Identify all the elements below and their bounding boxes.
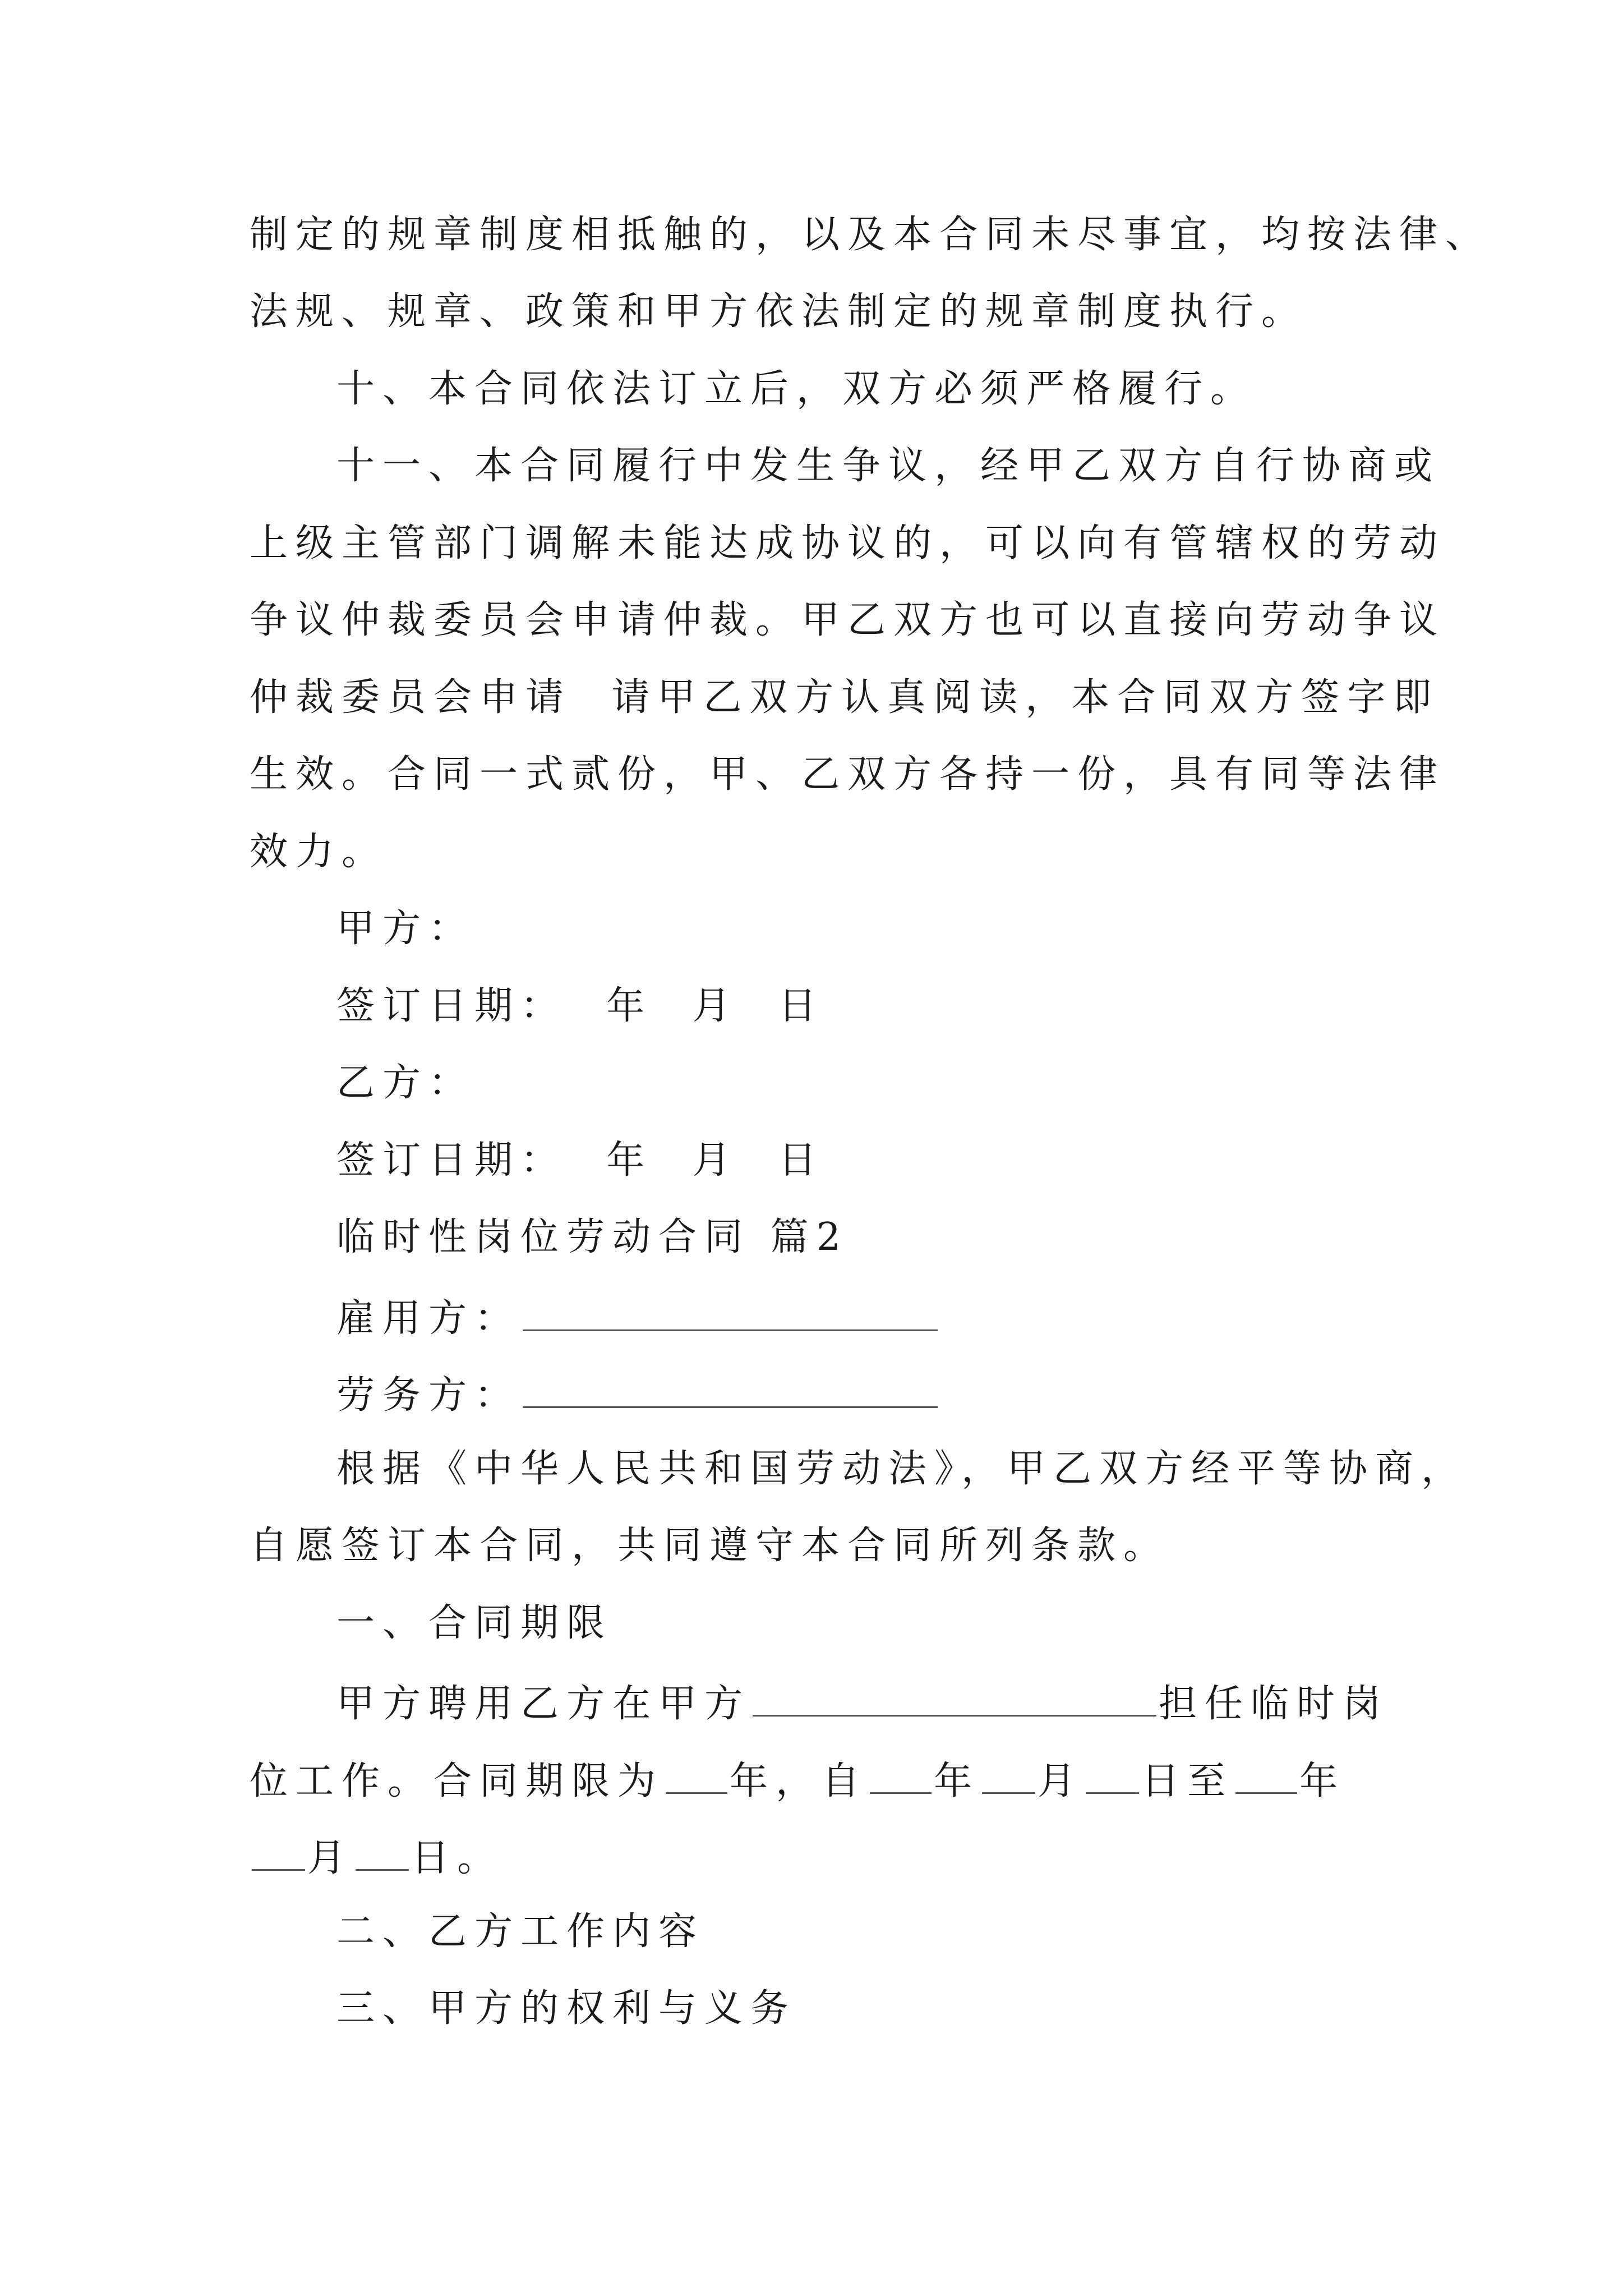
term-text: 甲方聘用乙方在甲方 bbox=[336, 1682, 751, 1726]
party-b-label: 乙方： bbox=[336, 1061, 475, 1105]
term-text: 年 bbox=[1299, 1759, 1346, 1803]
employer-label: 雇用方： bbox=[336, 1296, 521, 1341]
section-heading-duties: 二、乙方工作内容 bbox=[336, 1910, 705, 1954]
term-text: 日至 bbox=[1141, 1759, 1234, 1803]
laborer-line bbox=[336, 1373, 940, 1418]
section-heading: 临时性岗位劳动合同 篇2 bbox=[336, 1215, 849, 1259]
start-year-blank bbox=[870, 1759, 932, 1794]
paragraph-line: 法规、规章、政策和甲方依法制定的规章制度执行。 bbox=[250, 289, 1308, 334]
paragraph-line: 制定的规章制度相抵触的，以及本合同未尽事宜，均按法律、 bbox=[250, 213, 1492, 257]
start-day-blank bbox=[1086, 1759, 1139, 1794]
signing-date-b: 签订日期： 年 月 日 bbox=[336, 1138, 824, 1182]
term-line-1 bbox=[336, 1681, 1389, 1726]
paragraph-line: 自愿签订本合同，共同遵守本合同所列条款。 bbox=[250, 1524, 1170, 1568]
section-heading-rights: 三、甲方的权利与义务 bbox=[336, 1986, 797, 2031]
term-line-3 bbox=[250, 1835, 503, 1878]
clause-ten: 十、本合同依法订立后，双方必须严格履行。 bbox=[336, 367, 1257, 411]
paragraph-line: 效力。 bbox=[250, 830, 388, 874]
paragraph-line: 上级主管部门调解未能达成协议的，可以向有管辖权的劳动 bbox=[250, 521, 1446, 565]
term-text: 月 bbox=[1038, 1759, 1084, 1803]
paragraph-line: 仲裁委员会申请 请甲乙双方认真阅读，本合同双方签字即 bbox=[250, 675, 1440, 720]
term-text: 日。 bbox=[411, 1836, 504, 1880]
term-text: 担任临时岗 bbox=[1159, 1682, 1389, 1726]
paragraph-line: 生效。合同一式贰份，甲、乙双方各持一份，具有同等法律 bbox=[250, 752, 1446, 797]
term-line-2 bbox=[250, 1759, 1345, 1801]
start-month-blank bbox=[982, 1759, 1035, 1794]
party-a-label: 甲方： bbox=[336, 907, 475, 951]
laborer-blank bbox=[523, 1373, 938, 1408]
term-text: 年 bbox=[934, 1759, 980, 1803]
term-text: 位工作。合同期限为 bbox=[250, 1759, 664, 1803]
clause-eleven: 十一、本合同履行中发生争议，经甲乙双方自行协商或 bbox=[336, 444, 1441, 488]
employer-blank bbox=[523, 1296, 938, 1331]
laborer-label: 劳务方： bbox=[336, 1373, 521, 1418]
end-year-blank bbox=[1235, 1759, 1297, 1794]
years-blank bbox=[666, 1759, 727, 1794]
employer-line bbox=[336, 1296, 940, 1341]
department-blank bbox=[753, 1681, 1156, 1717]
end-day-blank bbox=[356, 1835, 409, 1871]
term-text: 年，自 bbox=[730, 1759, 868, 1803]
signing-date-a: 签订日期： 年 月 日 bbox=[336, 984, 824, 1028]
section-heading-term: 一、合同期限 bbox=[336, 1601, 613, 1645]
term-text: 月 bbox=[307, 1836, 354, 1880]
end-month-blank bbox=[252, 1835, 305, 1871]
paragraph-line: 根据《中华人民共和国劳动法》，甲乙双方经平等协商， bbox=[336, 1447, 1468, 1491]
paragraph-line: 争议仲裁委员会申请仲裁。甲乙双方也可以直接向劳动争议 bbox=[250, 598, 1446, 642]
